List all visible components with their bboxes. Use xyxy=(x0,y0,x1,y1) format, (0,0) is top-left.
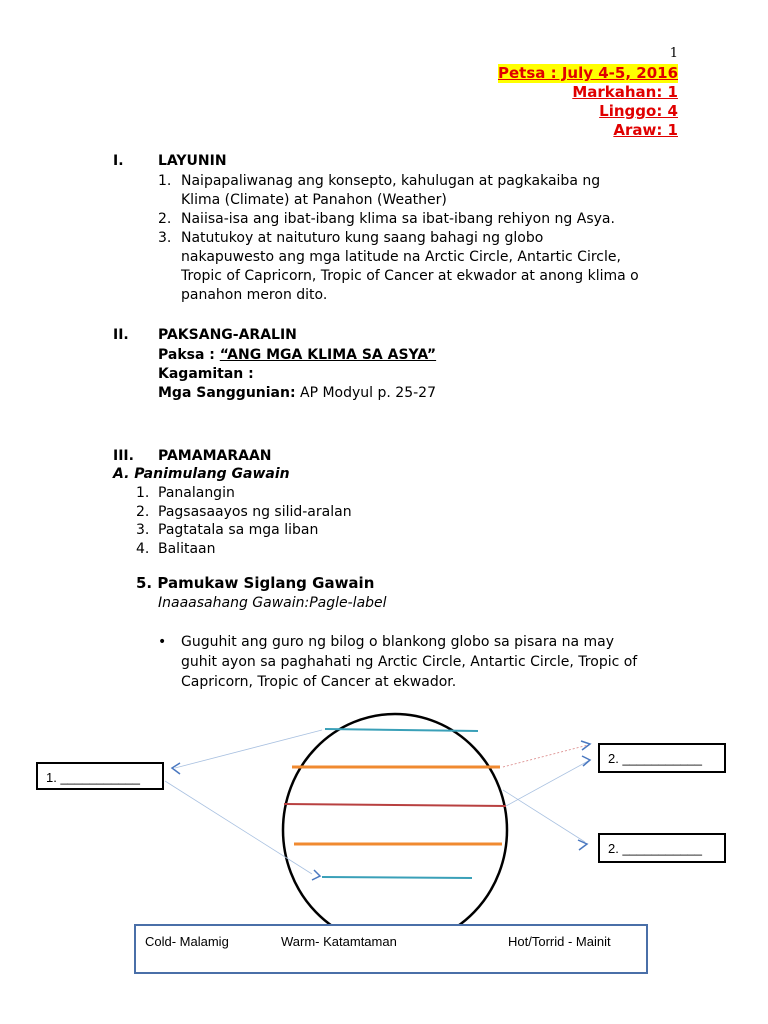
globe-outline xyxy=(283,714,507,946)
objective-item: 2. Naiisa-isa ang ibat-ibang klima sa ibat-ibang rehiyon ng Asya. xyxy=(158,211,615,227)
arrow-right-icon xyxy=(578,840,587,850)
materials-label: Kagamitan : xyxy=(158,366,254,382)
objective-item: 3. Natutukoy at naituturo kung saang bahagi ng globo nakapuwesto ang mga latitude na Arctic Circle, Antartic Circle, Tropic of Capricorn, Tropic of Cancer at ekwador at anong klima o panahon meron dito. xyxy=(158,230,639,303)
objective-item: 1. Naipapaliwanag ang konsepto, kahulugan at pagkakaiba ng Klima (Climate) at Panahon (Weather) xyxy=(158,173,601,208)
activity-title: 5. Pamukaw Siglang Gawain xyxy=(136,574,375,592)
arrow-right-icon xyxy=(312,870,320,880)
page-number: 1 xyxy=(669,46,678,61)
section-title: PAMAMARAAN xyxy=(158,448,272,464)
list-item: 1. Panalangin xyxy=(136,485,235,501)
pointer-line xyxy=(503,745,588,767)
section-numeral: I. xyxy=(113,153,124,169)
quarter-line: Markahan: 1 xyxy=(572,83,678,101)
day-line: Araw: 1 xyxy=(613,121,678,139)
section-title: PAKSANG-ARALIN xyxy=(158,327,297,343)
pointer-line xyxy=(503,790,585,842)
pointer-line xyxy=(506,760,590,806)
label-box-2-bottom: 2. ___________ xyxy=(598,833,726,863)
section-numeral: II. xyxy=(113,327,129,343)
antarctic-circle-line xyxy=(322,877,472,878)
bullet-icon: • xyxy=(158,634,167,650)
section-numeral: III. xyxy=(113,448,134,464)
list-item: 2. Pagsasaayos ng silid-aralan xyxy=(136,503,352,520)
references-value: AP Modyul p. 25-27 xyxy=(295,385,436,401)
references-label: Mga Sanggunian: xyxy=(158,385,296,401)
activity-subtitle: Inaaasahang Gawain:Pagle-label xyxy=(158,595,387,611)
legend-hot: Hot/Torrid - Mainit xyxy=(508,934,611,949)
list-item: 4. Balitaan xyxy=(136,540,216,557)
arrow-left-icon xyxy=(172,763,180,774)
section-title: LAYUNIN xyxy=(158,153,227,169)
list-item: 3. Pagtatala sa mga liban xyxy=(136,522,319,539)
legend-warm: Warm- Katamtaman xyxy=(281,934,397,949)
equator-line xyxy=(284,804,506,806)
arctic-circle-line xyxy=(325,729,478,731)
label-box-2-top: 2. ___________ xyxy=(598,743,726,773)
pointer-line xyxy=(165,781,312,874)
label-box-1: 1. ___________ xyxy=(36,762,164,790)
pointer-line xyxy=(175,730,322,768)
procedure-subheading: A. Panimulang Gawain xyxy=(113,466,290,482)
week-line: Linggo: 4 xyxy=(599,102,678,120)
climate-legend xyxy=(134,924,648,974)
topic-label: Paksa : xyxy=(158,347,220,363)
date-line: Petsa : July 4-5, 2016 xyxy=(498,64,678,82)
activity-instruction: • Guguhit ang guro ng bilog o blankong globo sa pisara na may guhit ayon sa paghahati ng Arctic Circle, Antartic Circle, Tropic of Capricorn, Tropic of Cancer at ekwador. xyxy=(158,634,638,690)
legend-cold: Cold- Malamig xyxy=(145,934,229,949)
arrow-right-icon xyxy=(582,756,590,766)
topic-value: “ANG MGA KLIMA SA ASYA” xyxy=(219,347,437,363)
